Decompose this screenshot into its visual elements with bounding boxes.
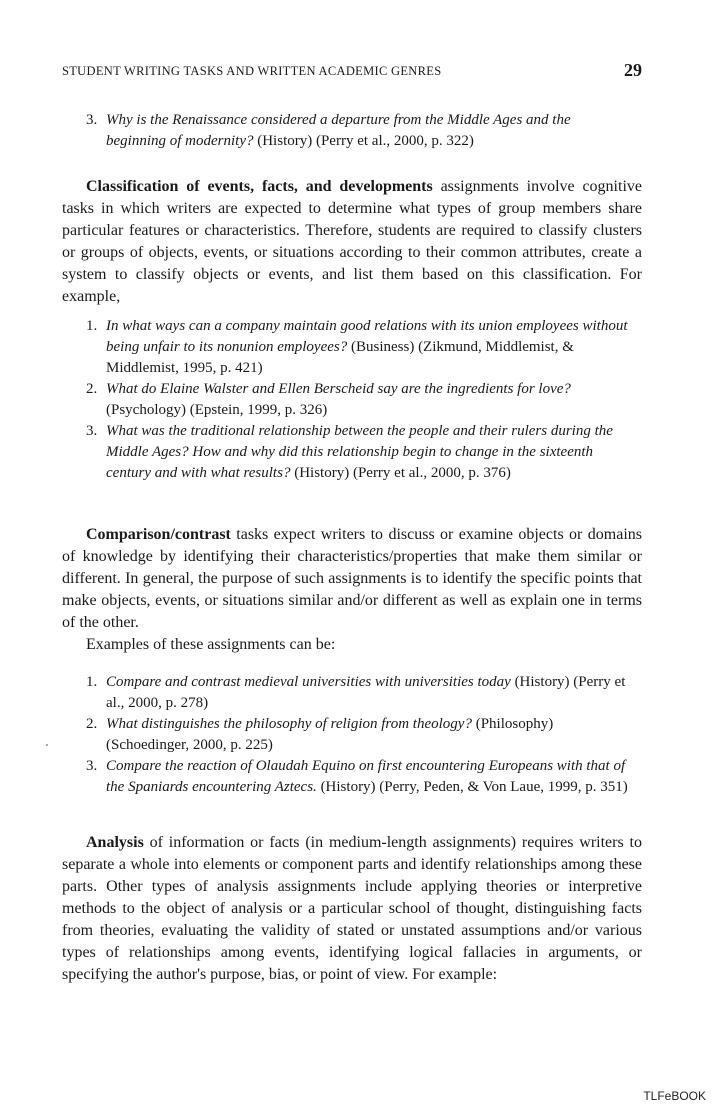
comparison-examples bbox=[62, 672, 642, 798]
citation: (History) (Perry, Peden, & Von Laue, 1999, p. 351) bbox=[316, 779, 628, 795]
list-item: 3. Compare the reaction of Olaudah Equino on first encountering Europeans with that of the Spaniards encountering Aztecs. (History) (Perry, Peden, & Von Laue, 1999, p. 351) bbox=[86, 758, 628, 795]
classification-examples bbox=[62, 316, 642, 484]
question: Compare and contrast medieval universities with universities today bbox=[106, 674, 511, 690]
list-item: 2. What distinguishes the philosophy of religion from theology? (Philosophy) (Schoedinger, 2000, p. 225) bbox=[86, 716, 554, 753]
citation: (History) (Perry et al., 2000, p. 322) bbox=[253, 133, 474, 149]
question: Compare the reaction of Olaudah Equino on first encountering Europeans with that of the Spaniards encountering Aztecs. bbox=[106, 758, 626, 795]
page-number: 29 bbox=[624, 60, 642, 80]
citation: (History) (Perry et al., 2000, p. 278) bbox=[106, 674, 626, 711]
citation: (Business) (Zikmund, Middlemist, & Middlemist, 1995, p. 421) bbox=[106, 339, 574, 376]
list-item: 3. What was the traditional relationship between the people and their rulers during the Middle Ages? How and why did this relationship begin to change in the sixteenth century and with what results? (History) (Perry et al., 2000, p. 376) bbox=[86, 423, 613, 481]
question: In what ways can a company maintain good relations with its union employees without being unfair to its nonunion employees? bbox=[106, 318, 628, 355]
classification-term: Classification of events, facts, and developments bbox=[86, 178, 433, 195]
classification-section bbox=[62, 176, 642, 308]
examples-intro: Examples of these assignments can be: bbox=[86, 636, 336, 653]
analysis-section bbox=[62, 832, 642, 986]
list-item: 1. Compare and contrast medieval universities with universities today (History) (Perry et al., 2000, p. 278) bbox=[86, 674, 626, 711]
list-item: 2. What do Elaine Walster and Ellen Berscheid say are the ingredients for love? (Psychology) (Epstein, 1999, p. 326) bbox=[86, 381, 571, 418]
citation: (Philosophy) (Schoedinger, 2000, p. 225) bbox=[106, 716, 554, 753]
question: Why is the Renaissance considered a departure from the Middle Ages and the beginning of modernity? bbox=[106, 112, 571, 149]
running-header bbox=[62, 60, 642, 80]
question: What distinguishes the philosophy of religion from theology? bbox=[106, 716, 472, 732]
watermark-label: TLFeBOOK bbox=[643, 1089, 706, 1103]
citation: (History) (Perry et al., 2000, p. 376) bbox=[290, 465, 511, 481]
intro-list bbox=[62, 110, 642, 152]
scan-speck bbox=[46, 744, 48, 746]
question: What was the traditional relationship between the people and their rulers during the Middle Ages? How and why did this relationship begin to change in the sixteenth century and with what results? bbox=[106, 423, 613, 481]
analysis-paragraph: Analysis of information or facts (in medium-length assignments) requires writers to separate a whole into elements or component parts and identify relationships among these parts. Other types of analysis assignments include applying theories or interpretive methods to the object of analysis or a particular school of thought, distinguishing facts from theories, evaluating the validity of stated or unstated assumptions and/or various types of relationships among events, identifying logical fallacies in arguments, or specifying the author's purpose, bias, or point of view. For example: bbox=[62, 834, 642, 983]
classification-paragraph: Classification of events, facts, and developments assignments involve cognitive tasks in which writers are expected to determine what types of group members share particular features or characteristics. Therefore, students are required to classify clusters or groups of objects, events, or situations according to their common attributes, create a system to classify objects or events, and list them based on this classification. For example, bbox=[62, 178, 642, 305]
comparison-section bbox=[62, 524, 642, 656]
citation: (Psychology) (Epstein, 1999, p. 326) bbox=[106, 402, 328, 418]
list-item: 3. Why is the Renaissance considered a departure from the Middle Ages and the beginning of modernity? (History) (Perry et al., 2000, p. 322) bbox=[86, 112, 571, 149]
question: What do Elaine Walster and Ellen Berscheid say are the ingredients for love? bbox=[106, 381, 571, 397]
comparison-paragraph: Comparison/contrast tasks expect writers to discuss or examine objects or domains of knowledge by identifying their characteristics/properties that make them similar or different. In general, the purpose of such assignments is to identify the specific points that make objects, events, or situations similar and/or different as well as explain one in terms of the other. bbox=[62, 526, 642, 631]
list-item: 1. In what ways can a company maintain good relations with its union employees without being unfair to its nonunion employees? (Business) (Zikmund, Middlemist, & Middlemist, 1995, p. 421) bbox=[86, 318, 628, 376]
comparison-term: Comparison/contrast bbox=[86, 526, 231, 543]
analysis-term: Analysis bbox=[86, 834, 144, 851]
running-title: STUDENT WRITING TASKS AND WRITTEN ACADEMIC GENRES bbox=[62, 64, 442, 78]
